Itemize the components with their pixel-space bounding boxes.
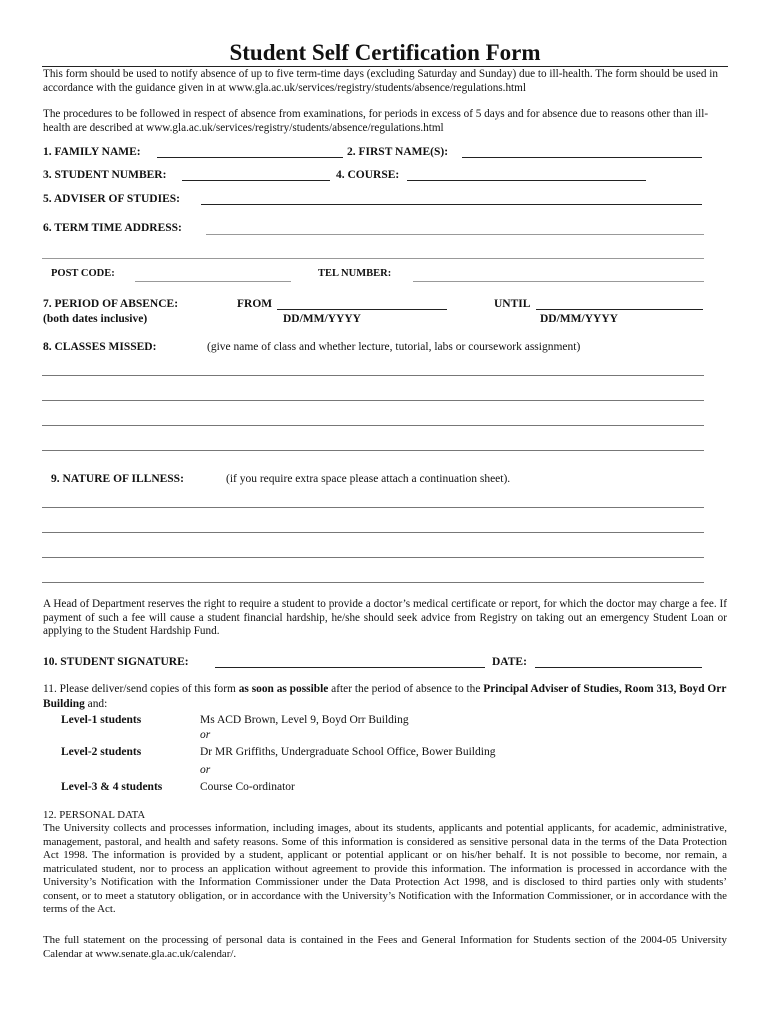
from-date-input[interactable]	[277, 309, 447, 310]
until-date-input[interactable]	[536, 309, 703, 310]
classes-input-line-4[interactable]	[42, 450, 704, 451]
classes-missed-hint: (give name of class and whether lecture, tutorial, labs or coursework assignment)	[207, 341, 581, 353]
address-input-line-1[interactable]	[206, 234, 704, 235]
period-label: 7. PERIOD OF ABSENCE:	[43, 298, 179, 310]
tel-number-label: TEL NUMBER:	[318, 268, 392, 279]
delivery-target: Principal Adviser of Studies, Room 313, Boyd Orr Building	[43, 683, 727, 710]
delivery-mid: after the period of absence to the	[328, 683, 484, 695]
classes-missed-label: 8. CLASSES MISSED:	[43, 341, 157, 353]
level-2-label: Level-2 students	[61, 746, 142, 758]
post-code-label: POST CODE:	[51, 268, 115, 279]
delivery-tail: and:	[84, 698, 108, 710]
adviser-label: 5. ADVISER OF STUDIES:	[43, 193, 180, 205]
delivery-asap: as soon as possible	[238, 683, 329, 695]
delivery-lead: 11. Please deliver/send copies of this form	[43, 683, 239, 695]
address-input-line-2[interactable]	[42, 258, 704, 259]
family-name-input[interactable]	[157, 157, 343, 158]
level-3-4-contact: Course Co-ordinator	[200, 781, 295, 793]
date-label: DATE:	[492, 656, 527, 668]
address-label: 6. TERM TIME ADDRESS:	[43, 222, 182, 234]
level-1-label: Level-1 students	[61, 714, 142, 726]
intro-paragraph-2: The procedures to be followed in respect of absence from examinations, for periods in excess of 5 days and for absence due to reasons other than ill-health are described at www.gla.ac.uk/services/registry/students/absence/regulations.html	[43, 108, 709, 134]
personal-data-heading: 12. PERSONAL DATA	[43, 809, 146, 821]
first-names-input[interactable]	[462, 157, 702, 158]
signature-label: 10. STUDENT SIGNATURE:	[43, 656, 189, 668]
illness-input-line-1[interactable]	[42, 507, 704, 508]
course-input[interactable]	[407, 180, 646, 181]
until-date-format: DD/MM/YYYY	[540, 313, 618, 325]
or-separator-1: or	[200, 729, 211, 741]
adviser-input[interactable]	[201, 204, 702, 205]
page-title: Student Self Certification Form	[229, 40, 541, 65]
course-label: 4. COURSE:	[336, 169, 400, 181]
classes-input-line-1[interactable]	[42, 375, 704, 376]
student-number-input[interactable]	[182, 180, 330, 181]
or-separator-2: or	[200, 764, 211, 776]
classes-input-line-3[interactable]	[42, 425, 704, 426]
tel-number-input[interactable]	[413, 281, 704, 282]
from-label: FROM	[237, 298, 273, 310]
level-3-4-label: Level-3 & 4 students	[61, 781, 163, 793]
level-1-contact: Ms ACD Brown, Level 9, Boyd Orr Building	[200, 714, 409, 726]
date-input[interactable]	[535, 667, 702, 668]
illness-input-line-2[interactable]	[42, 532, 704, 533]
student-number-label: 3. STUDENT NUMBER:	[43, 169, 167, 181]
illness-hint: (if you require extra space please attach a continuation sheet).	[226, 473, 511, 485]
illness-label: 9. NATURE OF ILLNESS:	[51, 473, 184, 485]
period-sublabel: (both dates inclusive)	[43, 313, 148, 325]
hod-notice: A Head of Department reserves the right to require a student to provide a doctor’s medical certificate or report, for which the doctor may charge a fee. If payment of such a fee will cause a student financial hardship, he/she should seek advice from Registry on taking out an emergency Student Loan or applying to the Student Hardship Fund.	[43, 598, 727, 638]
title-rule	[42, 66, 728, 67]
signature-input[interactable]	[215, 667, 485, 668]
level-2-contact: Dr MR Griffiths, Undergraduate School Office, Bower Building	[200, 746, 496, 758]
intro-paragraph-1: This form should be used to notify absence of up to five term-time days (excluding Saturday and Sunday) due to ill-health. The form should be used in accordance with the guidance given in at www.gla.ac.uk/services/registry/students/absence/regulations.html	[43, 68, 718, 94]
post-code-input[interactable]	[135, 281, 291, 282]
family-name-label: 1. FAMILY NAME:	[43, 146, 141, 158]
first-names-label: 2. FIRST NAME(S):	[347, 146, 449, 158]
classes-input-line-2[interactable]	[42, 400, 704, 401]
from-date-format: DD/MM/YYYY	[283, 313, 361, 325]
until-label: UNTIL	[494, 298, 531, 310]
personal-data-body: The University collects and processes information, including images, about its students, applicants and potential applicants, for academic, administrative, management, pastoral, and health and safety reasons. Some of this information is considered as sensitive personal data in the terms of the Data Protection Act 1998. The information is provided by a student, applicant or potential applicant or on his/her behalf. It is not possible to become, nor remain, a matriculated student, nor to process an application without agreement to provide this information. The information is processed in accordance with the University’s Notification with the Information Commissioner under the Data Protection Act 1998, and is disclosed to third parties only with students’ consent, or to meet a statutory obligation, or in accordance with the University’s Notification with the Information Commissioner, or in accordance with the terms of the Act.	[43, 822, 727, 915]
illness-input-line-4[interactable]	[42, 582, 704, 583]
illness-input-line-3[interactable]	[42, 557, 704, 558]
delivery-instructions	[43, 682, 733, 712]
personal-data-footer: The full statement on the processing of personal data is contained in the Fees and General Information for Students section of the 2004-05 University Calendar at www.senate.gla.ac.uk/calendar/.	[43, 934, 727, 960]
